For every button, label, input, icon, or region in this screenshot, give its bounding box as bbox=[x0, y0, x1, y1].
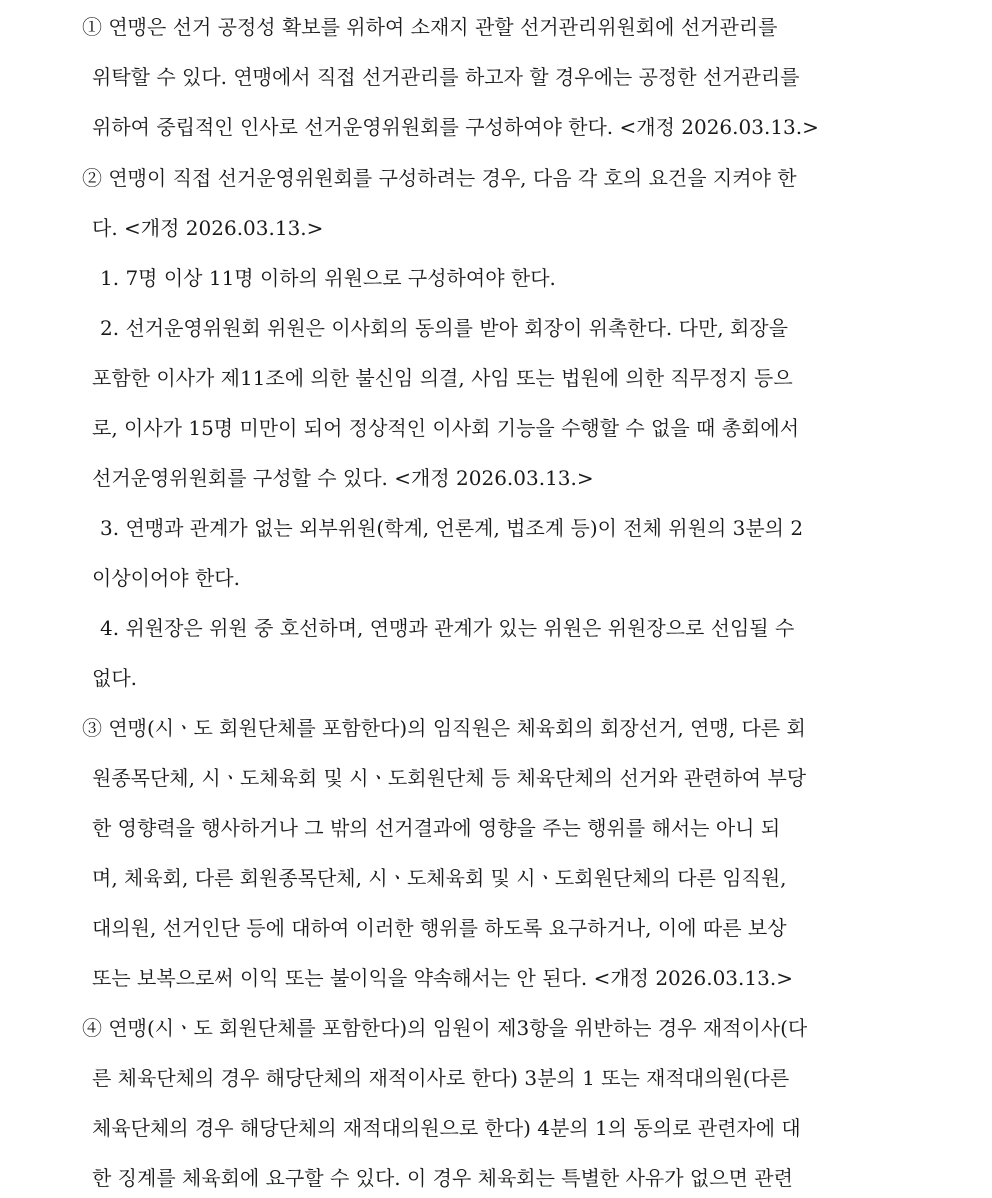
item-2-line-2: 포함한 이사가 제11조에 의한 불신임 의결, 사임 또는 법원에 의한 직무정지 등으 bbox=[92, 366, 793, 390]
paragraph-2-line-1: ② 연맹이 직접 선거운영위원회를 구성하려는 경우, 다음 각 호의 요건을 지켜야 한 bbox=[82, 166, 797, 190]
item-2-line-1: 2. 선거운영위원회 위원은 이사회의 동의를 받아 회장이 위촉한다. 다만, 회장을 bbox=[100, 316, 788, 340]
paragraph-3-line-5: 대의원, 선거인단 등에 대하여 이러한 행위를 하도록 요구하거나, 이에 따른 보상 bbox=[92, 916, 787, 940]
paragraph-4-line-4: 한 징계를 체육회에 요구할 수 있다. 이 경우 체육회는 특별한 사유가 없으면 관련 bbox=[92, 1166, 793, 1190]
item-2-line-4: 선거운영위원회를 구성할 수 있다. <개정 2026.03.13.> bbox=[92, 466, 594, 490]
paragraph-3-line-3: 한 영향력을 행사하거나 그 밖의 선거결과에 영향을 주는 행위를 해서는 아니 되 bbox=[92, 816, 781, 840]
paragraph-4-line-1: ④ 연맹(시ㆍ도 회원단체를 포함한다)의 임원이 제3항을 위반하는 경우 재적이사(다 bbox=[82, 1016, 808, 1040]
paragraph-3-line-2: 원종목단체, 시ㆍ도체육회 및 시ㆍ도회원단체 등 체육단체의 선거와 관련하여 부당 bbox=[92, 766, 807, 790]
item-4-line-1: 4. 위원장은 위원 중 호선하며, 연맹과 관계가 있는 위원은 위원장으로 선임될 수 bbox=[100, 616, 795, 640]
paragraph-1-line-2: 위탁할 수 있다. 연맹에서 직접 선거관리를 하고자 할 경우에는 공정한 선거관리를 bbox=[92, 65, 800, 89]
paragraph-3-line-1: ③ 연맹(시ㆍ도 회원단체를 포함한다)의 임직원은 체육회의 회장선거, 연맹, 다른 회 bbox=[82, 716, 806, 740]
paragraph-1-line-3: 위하여 중립적인 인사로 선거운영위원회를 구성하여야 한다. <개정 2026.03.13.> bbox=[92, 115, 819, 139]
paragraph-3-line-6: 또는 보복으로써 이익 또는 불이익을 약속해서는 안 된다. <개정 2026.03.13.> bbox=[92, 966, 793, 990]
paragraph-1-line-1: ① 연맹은 선거 공정성 확보를 위하여 소재지 관할 선거관리위원회에 선거관리를 bbox=[82, 15, 778, 39]
paragraph-3-line-4: 며, 체육회, 다른 회원종목단체, 시ㆍ도체육회 및 시ㆍ도회원단체의 다른 임직원, bbox=[92, 866, 787, 890]
item-3-line-2: 이상이어야 한다. bbox=[92, 566, 240, 590]
paragraph-4-line-2: 른 체육단체의 경우 해당단체의 재적이사로 한다) 3분의 1 또는 재적대의원(다른 bbox=[92, 1066, 790, 1090]
item-4-line-2: 없다. bbox=[92, 666, 137, 690]
paragraph-2-line-2: 다. <개정 2026.03.13.> bbox=[92, 216, 324, 240]
item-2-line-3: 로, 이사가 15명 미만이 되어 정상적인 이사회 기능을 수행할 수 없을 때 총회에서 bbox=[92, 416, 800, 440]
item-3-line-1: 3. 연맹과 관계가 없는 외부위원(학계, 언론계, 법조계 등)이 전체 위원의 3분의 2 bbox=[100, 516, 804, 540]
item-1: 1. 7명 이상 11명 이하의 위원으로 구성하여야 한다. bbox=[100, 266, 556, 290]
paragraph-4-line-3: 체육단체의 경우 해당단체의 재적대의원으로 한다) 4분의 1의 동의로 관련자에 대 bbox=[92, 1116, 801, 1140]
